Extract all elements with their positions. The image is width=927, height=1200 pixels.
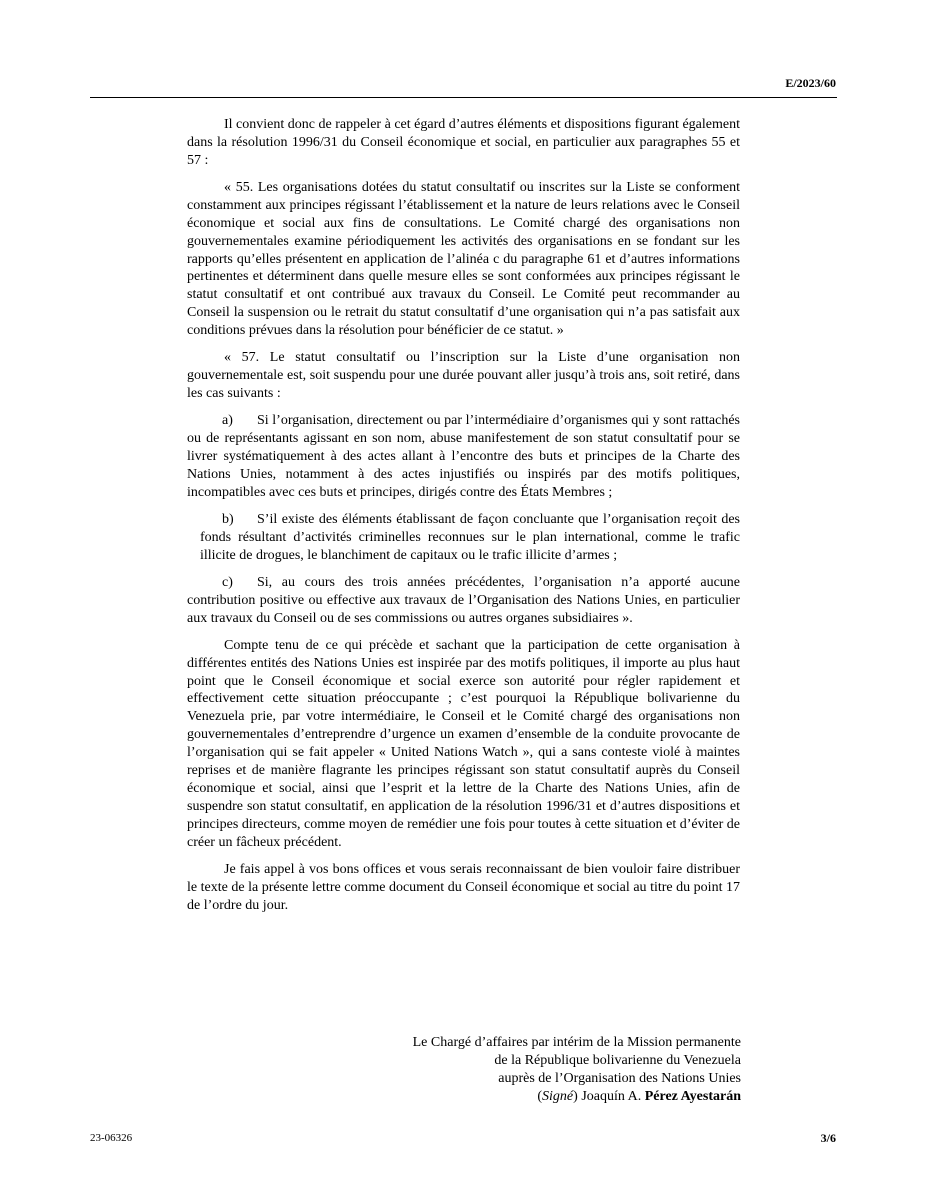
intro-paragraph: Il convient donc de rappeler à cet égard d’autres éléments et dispositions figurant également dans la résolution 1996/31 du Conseil économique et social, en particulier aux paragraphes 55 et 57 : [187, 117, 740, 168]
list-item-b [200, 511, 740, 565]
page-number: 3/6 [820, 1131, 836, 1145]
list-item-letter: a) [222, 413, 233, 429]
signature-line-2: de la République bolivarienne du Venezuela [494, 1052, 741, 1068]
signatory-surname: Pérez Ayestarán [644, 1088, 741, 1104]
request-paragraph: Compte tenu de ce qui précède et sachant que la participation de cette organisation à différentes entités des Nations Unies est inspirée par des motifs politiques, il importe au plus haut point que le Conseil économique et social exerce son autorité pour régler rapidement et effectivement cette situation préoccupante ; c’est pourquoi la République bolivarienne du Venezuela prie, par votre intermédiaire, le Conseil et le Comité chargé des organisations non gouvernementales d’entreprendre d’urgence un examen d’ensemble de la conduite provocante de l’organisation qui se fait appeler « United Nations Watch », qui a sans conteste violé à maintes reprises et de manière flagrante les principes régissant son statut consultatif auprès du Conseil économique et social, ainsi que l’esprit et la lettre de la Charte des Nations Unies, afin de suspendre son statut consultatif, en application de la résolution 1996/31 et d’autres dispositions et principes directeurs, comme moyen de remédier une fois pour toutes à cette situation et d’éviter de créer un fâcheux précédent. [187, 637, 740, 850]
quote-paragraph-57: « 57. Le statut consultatif ou l’inscription sur la Liste d’une organisation non gouvernementale est, soit suspendu pour une durée pouvant aller jusqu’à trois ans, soit retiré, dans les cas suivants : [187, 350, 740, 402]
list-item-text: Si l’organisation, directement ou par l’intermédiaire d’organismes qui y sont rattachés ou de représentants agissant en son nom, abuse manifestement de son statut consultatif pour se livrer systématiquement à des actes allant à l’encontre des buts et principes de la Charte des Nations Unies, notamment à des actes injustifiés ou inspirés par des motifs politiques, incompatibles avec ces buts et principes, dirigés contre des États Membres ; [187, 413, 740, 500]
list-item-text: Si, au cours des trois années précédentes, l’organisation n’a apporté aucune contribution positive ou effective aux travaux de l’Organisation des Nations Unies, en particulier aux travaux du Conseil ou de ses commissions ou autres organes subsidiaires ». [187, 574, 740, 626]
letter-body [187, 116, 740, 924]
signature-block [413, 1034, 741, 1106]
header-divider [90, 97, 837, 98]
list-item-c [187, 574, 740, 628]
document-code: 23-06326 [90, 1132, 133, 1144]
signatory-given-names: Joaquín A. [581, 1088, 642, 1104]
signed-label: Signé [542, 1088, 574, 1104]
signature-line-3: auprès de l’Organisation des Nations Unies [498, 1070, 741, 1086]
list-item-letter: c) [222, 574, 233, 590]
signature-line-1: Le Chargé d’affaires par intérim de la Mission permanente [412, 1035, 741, 1050]
list-item-text: S’il existe des éléments établissant de façon concluante que l’organisation reçoit des fonds résultant d’activités criminelles reconnues sur le plan international, comme le trafic illicite de drogues, le blanchiment de capitaux ou le trafic illicite d’armes ; [200, 511, 740, 563]
list-item-a [187, 412, 740, 502]
quote-paragraph-55: « 55. Les organisations dotées du statut consultatif ou inscrites sur la Liste se conforment constamment aux principes régissant l’établissement et la nature de leurs relations avec le Conseil économique et social aux fins de consultations. Le Comité chargé des organisations non gouvernementales examine périodiquement les activités des organisations en se fondant sur les rapports qu’elles présentent en application de l’alinéa c du paragraphe 61 et d’autres informations pertinentes et déterminent dans quelle mesure elles se sont conformées aux principes régissant le statut consultatif et ont contribué aux travaux du Conseil. Le Comité peut recommander au Conseil la suspension ou le retrait du statut consultatif d’une organisation qui n’a pas satisfait aux conditions prévues dans la résolution pour bénéficier de ce statut. » [187, 179, 740, 339]
signatory-line: (Signé) Joaquín A. Pérez Ayestarán [537, 1088, 741, 1104]
closing-paragraph: Je fais appel à vos bons offices et vous serais reconnaissant de bien vouloir faire distribuer le texte de la présente lettre comme document du Conseil économique et social au titre du point 17 de l’ordre du jour. [187, 861, 740, 913]
list-item-letter: b) [222, 511, 234, 527]
document-symbol: E/2023/60 [785, 76, 836, 90]
